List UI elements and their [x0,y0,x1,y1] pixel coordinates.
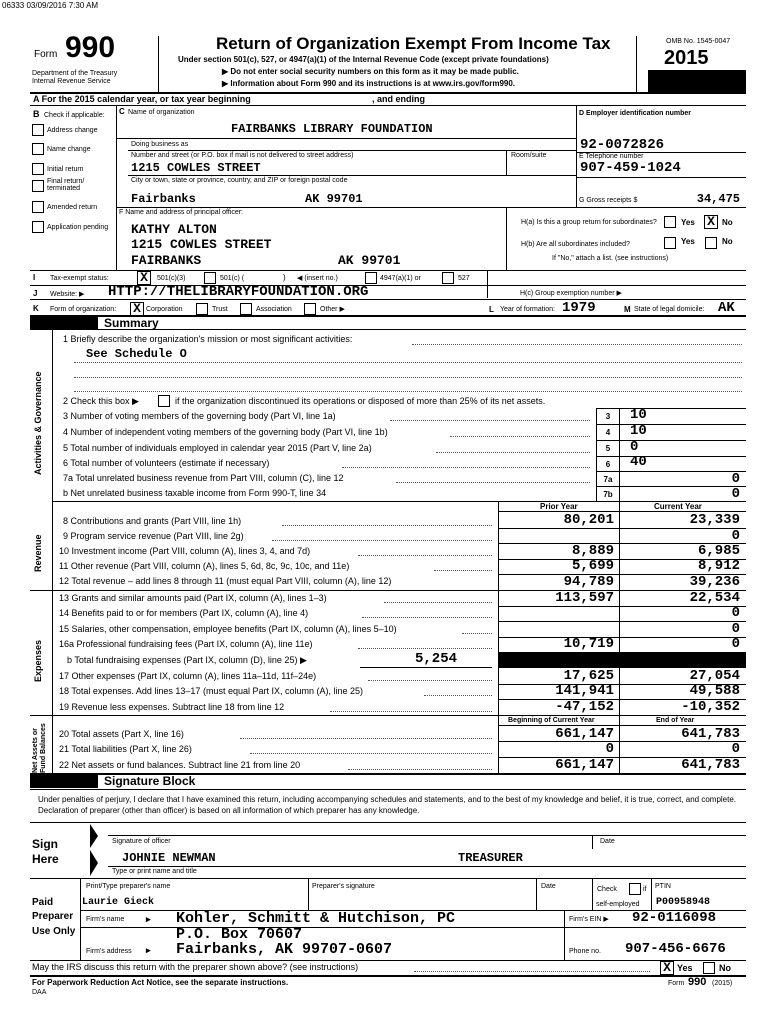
ptin-label: PTIN [655,883,671,890]
preparer-name: Laurie Gieck [82,897,155,908]
officer-street: 1215 COWLES STREET [131,237,272,252]
line-20-text: 20 Total assets (Part X, line 16) [59,729,184,739]
officer-signature-name: JOHNIE NEWMAN [122,851,216,865]
footer-form-label: Form [668,980,685,987]
form-title: Return of Organization Exempt From Income Tax [216,34,611,53]
other-label: Other ▶ [320,306,345,313]
line-17-current: 27,054 [689,668,740,684]
501c-checkbox[interactable] [204,272,216,284]
line-4-text: 4 Number of independent voting members of the governing body (Part VI, line 1b) [63,427,388,437]
footer-form-year: (2015) [712,980,733,987]
group-exemption-label: H(c) Group exemption number ▶ [520,290,622,297]
ha-yes-label: Yes [681,218,695,227]
line-12-prior: 94,789 [563,574,614,590]
website-url[interactable]: HTTP://THELIBRARYFOUNDATION.ORG [108,284,369,300]
line-11-prior: 5,699 [571,558,614,574]
line-9-current: 0 [731,528,740,544]
address-change-label: Address change [47,127,98,134]
line-9-text: 9 Program service revenue (Part VIII, line 2g) [63,531,244,541]
line-7b-box: 7b [603,490,613,499]
hb-yes-label: Yes [681,237,695,246]
line-6-box: 6 [605,460,611,469]
line-12-text: 12 Total revenue – add lines 8 through 11 (must equal Part VIII, column (A), line 12) [59,576,392,586]
line-16a-text: 16a Professional fundraising fees (Part IX, column (A), line 11e) [59,639,313,649]
line-8-text: 8 Contributions and grants (Part VIII, line 1h) [63,516,242,526]
line-11-text: 11 Other revenue (Part VIII, column (A), lines 5, 6d, 8c, 9c, 10c, and 11e) [59,561,350,571]
tax-year: 2015 [664,47,709,69]
line-6-value: 40 [630,454,647,470]
line-18-text: 18 Total expenses. Add lines 13–17 (must equal Part IX, column (A), line 25) [59,686,364,696]
website-label: Website: ▶ [50,291,85,298]
line-18-current: 49,588 [689,683,740,699]
phone-label: E Telephone number [579,153,644,160]
line-10-current: 6,985 [697,543,740,559]
info-note: ▶ Information about Form 990 and its instructions is at www.irs.gov/form990. [222,79,516,88]
insert-no-label: ◀ (insert no.) [297,275,338,282]
dept-irs: Internal Revenue Service [32,78,111,85]
line-1-text: 1 Briefly describe the organization's mission or most significant activities: [63,334,353,344]
preparer-ptin: P00958948 [656,897,711,908]
firm-phone-label: Phone no. [569,948,601,955]
527-label: 527 [458,275,470,282]
firm-address-line-1: P.O. Box 70607 [176,926,303,943]
line-j-label: J [33,289,38,298]
gross-receipts-label: G Gross receipts $ [579,197,638,204]
year-formation-value: 1979 [562,300,596,316]
line-10-text: 10 Investment income (Part VIII, column (A), lines 3, 4, and 7d) [59,546,311,556]
ein-value: 92-0072826 [580,137,665,153]
line-16b-shaded [498,652,746,668]
sign-here-arrows [88,824,100,876]
application-pending-checkbox[interactable] [32,221,44,233]
mission-value: See Schedule O [86,347,187,361]
side-label-expenses: Expenses [33,639,43,682]
trust-checkbox[interactable] [196,303,208,315]
line-14-text: 14 Benefits paid to or for members (Part IX, column (A), line 4) [59,608,309,618]
org-name-label: Name of organization [128,109,195,116]
line-3-box: 3 [605,412,611,421]
firm-name: Kohler, Schmitt & Hutchison, PC [176,910,456,927]
ha-yes-checkbox[interactable] [664,216,676,228]
state-domicile-label: State of legal domicile: [634,306,705,313]
subordinates-question: H(b) Are all subordinates included? [521,241,630,248]
daa-label: DAA [32,989,47,996]
org-name: FAIRBANKS LIBRARY FOUNDATION [231,122,433,136]
dba-label: Doing business as [131,141,189,148]
line-3-value: 10 [630,407,647,423]
ha-no-label: No [722,218,733,227]
line-19-prior: -47,152 [555,699,614,715]
timestamp-stamp: 06333 03/09/2016 7:30 AM [2,1,99,10]
association-label: Association [256,306,292,313]
line-8-current: 23,339 [689,512,740,528]
name-change-label: Name change [47,146,91,153]
officer-signature-title: TREASURER [458,851,523,865]
line-7b-value: 0 [731,486,740,502]
form-number: 990 [65,31,116,64]
footer-form-number: 990 [688,976,707,988]
line-16a-current: 0 [731,636,740,652]
dept-treasury: Department of the Treasury [32,70,118,77]
line-11-current: 8,912 [697,558,740,574]
line-22-text: 22 Net assets or fund balances. Subtract line 21 from line 20 [59,760,301,770]
street-label: Number and street (or P.O. box if mail is not delivered to street address) [131,152,354,159]
firm-name-arrow: ▸ [146,914,151,924]
line-20-eoy: 641,783 [681,726,740,742]
hb-yes-checkbox[interactable] [664,237,676,249]
4947-label: 4947(a)(1) or [380,275,421,282]
side-label-governance: Activities & Governance [33,371,43,475]
firm-ein-label: Firm's EIN ▶ [569,916,609,923]
line-17-text: 17 Other expenses (Part IX, column (A), lines 11a–11d, 11f–24e) [59,671,317,681]
line-5-value: 0 [630,439,639,455]
phone-value: 907-459-1024 [580,160,681,176]
form-of-org-label: Form of organization: [50,306,117,313]
line-16b-value: 5,254 [415,651,458,667]
line-13-text: 13 Grants and similar amounts paid (Part IX, column (A), lines 1–3) [59,593,327,603]
paperwork-notice: For Paperwork Reduction Act Notice, see the separate instructions. [32,978,289,987]
officer-state: AK 99701 [338,253,401,268]
ssn-note: ▶ Do not enter social security numbers on this form as it may be made public. [222,67,519,76]
line-21-boy: 0 [605,741,614,757]
discuss-question: May the IRS discuss this return with the preparer shown above? (see instructions) [32,962,359,972]
sign-date-label: Date [600,838,615,845]
line-12-current: 39,236 [689,574,740,590]
state-domicile-value: AK [718,300,735,316]
address-change-checkbox[interactable] [32,124,44,136]
line-16b-text: b Total fundraising expenses (Part IX, column (D), line 25) ▶ [67,655,307,665]
year-formation-label: Year of formation: [500,306,555,313]
side-label-net-assets: Net Assets or Fund Balances [32,723,47,773]
line-a-end: , and ending [372,94,425,104]
527-checkbox[interactable] [442,272,454,284]
firm-phone: 907-456-6676 [625,941,726,957]
firm-name-label: Firm's name [86,916,125,923]
4947-checkbox[interactable] [365,272,377,284]
line-15-text: 15 Salaries, other compensation, employee benefits (Part IX, column (A), lines 5–10) [59,624,397,634]
line-3-text: 3 Number of voting members of the governing body (Part VI, line 1a) [63,411,336,421]
section-b-label: B [33,109,40,119]
firm-address-line-2: Fairbanks, AK 99707-0607 [176,941,393,958]
501c3-label: 501(c)(3) [157,275,186,282]
line-22-boy: 661,147 [555,757,614,773]
current-year-header: Current Year [654,502,702,511]
line-19-text: 19 Revenue less expenses. Subtract line 18 from line 12 [59,702,285,712]
firm-ein: 92-0116098 [632,910,717,926]
check-label: Check [597,886,617,893]
line-16a-prior: 10,719 [563,636,614,652]
line-7a-text: 7a Total unrelated business revenue from Part VIII, column (C), line 12 [63,473,344,483]
name-change-checkbox[interactable] [32,143,44,155]
summary-title: Summary [104,316,159,330]
org-state-zip: AK 99701 [305,192,363,206]
officer-city: FAIRBANKS [131,253,202,268]
line-2-text-b: if the organization discontinued its operations or disposed of more than 25% of its net assets. [175,396,546,406]
if-label: if [643,886,647,893]
form-label: Form [34,49,58,60]
part-i-tab [30,316,98,329]
amended-return-label: Amended return [47,204,98,211]
line-7a-value: 0 [731,471,740,487]
firm-address-arrow: ▸ [146,945,151,955]
group-return-question: H(a) Is this a group return for subordinates? [521,219,657,226]
officer-name: KATHY ALTON [131,222,217,237]
boy-header: Beginning of Current Year [508,717,595,724]
501c3-checkbox[interactable]: X [137,271,151,285]
line-8-prior: 80,201 [563,512,614,528]
signature-officer-label: Signature of officer [112,838,171,845]
line-4-box: 4 [605,428,611,437]
line-21-eoy: 0 [731,741,740,757]
section-b-text: Check if applicable: [44,112,105,119]
penalty-statement: Under penalties of perjury, I declare that I have examined this return, including accompanying schedules and statements, and to the best of my knowledge and belief, it is true, correct, and complete. Declaration of preparer (other than officer) is based on all information of which preparer has any knowledge. [38,795,737,815]
line-4-value: 10 [630,423,647,439]
side-label-revenue: Revenue [33,534,43,572]
line-22-eoy: 641,783 [681,757,740,773]
line-14-current: 0 [731,605,740,621]
discuss-yes-label: Yes [677,963,693,973]
final-return-label: Final return/ terminated [47,178,85,192]
line-5-box: 5 [605,444,611,453]
line-13-prior: 113,597 [555,590,614,606]
hb-no-label: No [722,237,733,246]
line-7b-text: b Net unrelated business taxable income from Form 990-T, line 34 [63,488,327,498]
line-15-current: 0 [731,621,740,637]
final-return-checkbox[interactable] [32,180,44,192]
paid-label: Paid [32,897,54,908]
line-i-label: I [33,273,36,282]
gross-receipts-value: 34,475 [696,192,740,206]
year-black-box [648,70,746,92]
self-employed-label: self-employed [596,901,640,908]
line-19-current: -10,352 [681,699,740,715]
501c-close-paren: ) [283,273,286,282]
preparer-date-label: Date [541,883,556,890]
line-6-text: 6 Total number of volunteers (estimate if necessary) [63,458,270,468]
preparer-label: Preparer [32,911,74,922]
line-20-boy: 661,147 [555,726,614,742]
subordinates-note: If "No," attach a list. (see instructions) [552,255,669,262]
amended-return-checkbox[interactable] [32,201,44,213]
association-checkbox[interactable] [240,303,252,315]
section-c-label: C [119,107,125,116]
org-city: Fairbanks [131,192,196,206]
application-pending-label: Application pending [47,224,109,231]
preparer-signature-label: Preparer's signature [312,883,375,890]
type-name-label: Type or print name and title [112,868,197,875]
line-m-label: M [624,305,631,314]
prior-year-header: Prior Year [540,502,578,511]
signature-block-title: Signature Block [104,774,196,788]
line-17-prior: 17,625 [563,668,614,684]
discuss-no-label: No [719,963,731,973]
here-label: Here [32,852,59,866]
ha-no-checkbox[interactable]: X [704,215,718,229]
hb-no-checkbox[interactable] [705,237,717,249]
use-only-label: Use Only [32,926,76,937]
corporation-checkbox[interactable]: X [130,302,144,316]
line-2-text: 2 Check this box ▶ [63,396,139,406]
sign-label: Sign [32,837,58,851]
trust-label: Trust [212,306,228,313]
room-label: Room/suite [511,152,547,159]
org-street: 1215 COWLES STREET [131,161,261,175]
501c-label: 501(c) ( [220,275,245,282]
line-a-text: A For the 2015 calendar year, or tax year beginning [33,94,251,104]
line-5-text: 5 Total number of individuals employed in calendar year 2015 (Part V, line 2a) [63,443,372,453]
corporation-label: Corporation [146,306,183,313]
other-checkbox[interactable] [304,303,316,315]
self-employed-checkbox[interactable] [629,883,641,895]
omb-number: OMB No. 1545-0047 [666,38,731,45]
line-21-text: 21 Total liabilities (Part X, line 26) [59,744,192,754]
eoy-header: End of Year [656,717,695,724]
line-10-prior: 8,889 [571,543,614,559]
tax-exempt-status-label: Tax-exempt status: [50,275,109,282]
firm-address-label: Firm's address [86,948,132,955]
initial-return-checkbox[interactable] [32,163,44,175]
initial-return-label: Initial return [47,166,84,173]
line-18-prior: 141,941 [555,683,614,699]
line-7a-box: 7a [603,475,613,484]
print-preparer-label: Print/Type preparer's name [86,883,171,890]
part-ii-tab [30,775,98,788]
officer-label: F Name and address of principal officer: [119,209,243,216]
discuss-yes-checkbox[interactable]: X [660,961,674,975]
line-13-current: 22,534 [689,590,740,606]
line-l-label: L [489,305,494,314]
line-k-label: K [33,304,39,313]
ein-label: D Employer identification number [579,110,692,117]
city-label: City or town, state or province, country, and ZIP or foreign postal code [131,177,348,184]
discontinued-checkbox[interactable] [158,395,170,407]
form-subtitle: Under section 501(c), 527, or 4947(a)(1) of the Internal Revenue Code (except private foundations) [178,55,549,64]
discuss-no-checkbox[interactable] [703,962,715,974]
